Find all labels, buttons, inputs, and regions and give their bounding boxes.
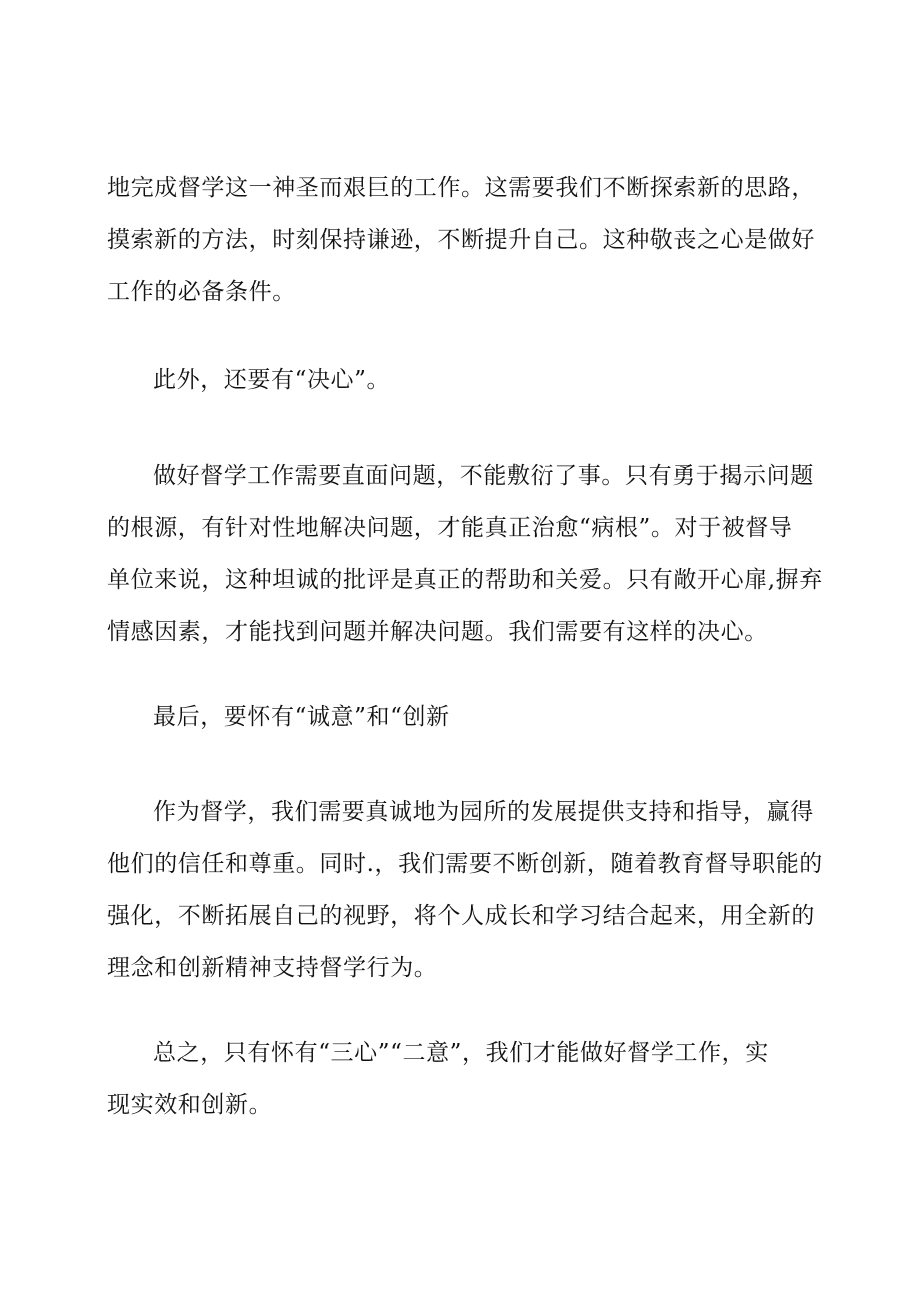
paragraph-determination-body: [107, 450, 823, 658]
text-line: 的根源，有针对性地解决问题，才能真正治愈“病根”。对于被督导: [107, 515, 793, 541]
text-line: 此外，还要有“决心”。: [153, 367, 391, 393]
paragraph-heading-sincerity-innovation: [107, 691, 817, 743]
text-line: 摸索新的方法，时刻保持谦逊，不断提升自己。这种敬丧之心是做好: [107, 227, 815, 253]
text-line: 理念和创新精神支持督学行为。: [107, 955, 438, 981]
paragraph-conclusion: [107, 1027, 817, 1131]
text-line: 做好督学工作需要直面问题，不能敷衍了事。只有勇于揭示问题: [153, 463, 814, 489]
text-line: 工作的必备条件。: [107, 279, 296, 305]
text-line: 最后，要怀有“诚意”和“创新: [153, 704, 450, 730]
text-line: 单位来说，这种坦诚的批评是真正的帮助和关爱。只有敞开心扉,摒弃: [107, 567, 823, 593]
text-line: 他们的信任和尊重。同时.，我们需要不断创新，随着教育督导职能的: [107, 851, 823, 877]
text-line: 总之，只有怀有“三心”“二意”，我们才能做好督学工作，实: [153, 1040, 769, 1066]
text-line: 现实效和创新。: [107, 1092, 273, 1118]
paragraph-heading-determination: [107, 354, 817, 406]
text-line: 地完成督学这一神圣而艰巨的工作。这需要我们不断探索新的思路，: [107, 175, 815, 201]
paragraph-continuation: [107, 162, 817, 318]
paragraph-sincerity-innovation-body: [107, 786, 823, 994]
text-line: 强化，不断拓展自己的视野，将个人成长和学习结合起来，用全新的: [107, 903, 815, 929]
text-line: 作为督学，我们需要真诚地为园所的发展提供支持和指导，赢得: [153, 799, 814, 825]
text-line: 情感因素，才能找到问题并解决问题。我们需要有这样的决心。: [107, 619, 768, 645]
